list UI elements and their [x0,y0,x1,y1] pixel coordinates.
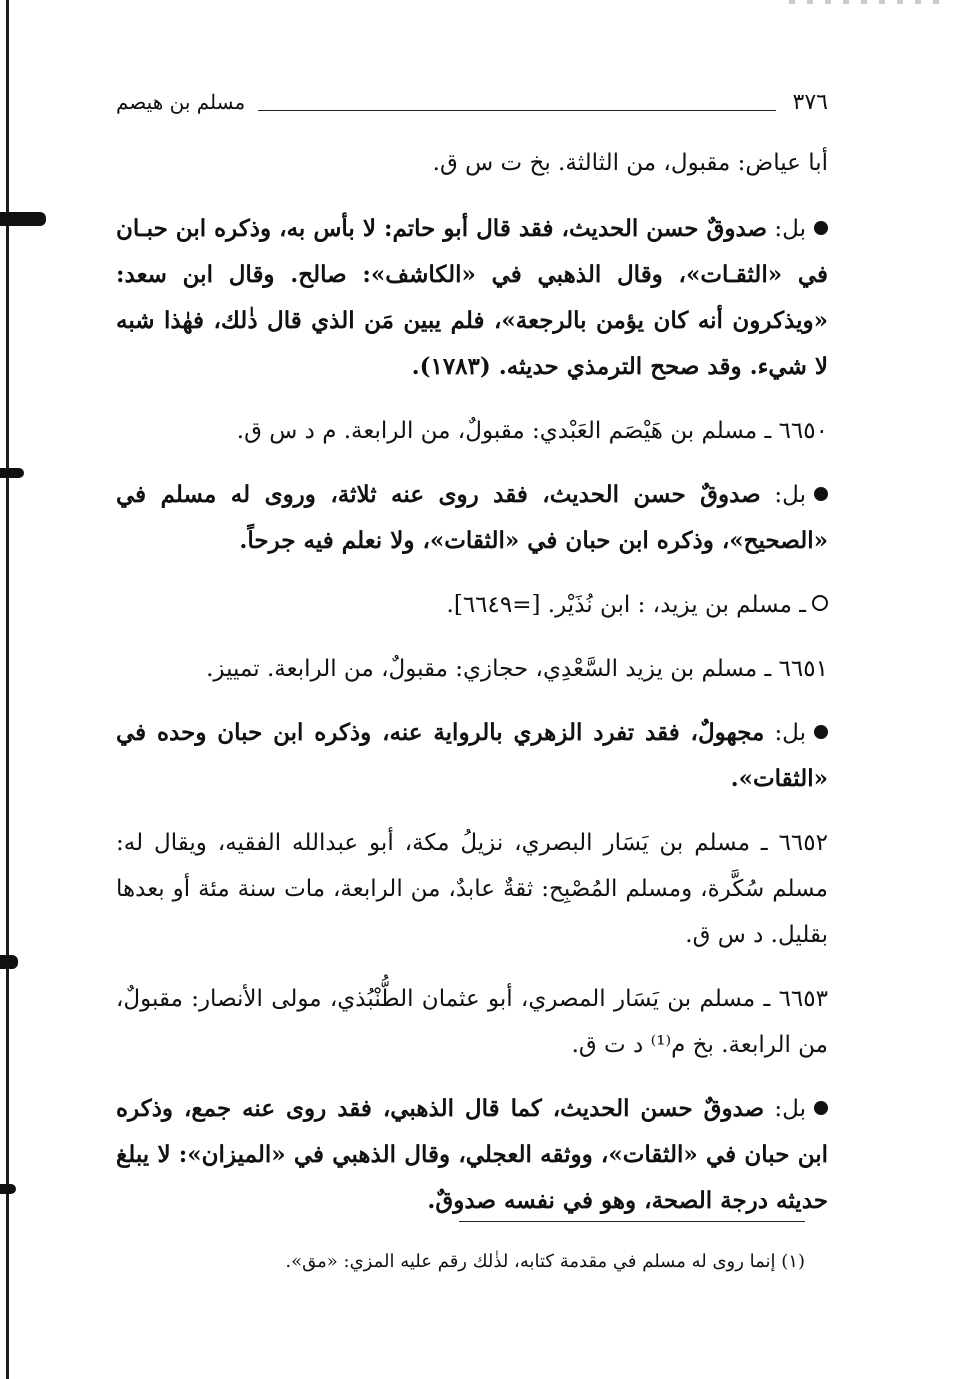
footnote: (١) إنما روى له مسلم في مقدمة كتابه، لذٰلك رقم عليه المزي: «مق». [285,1251,805,1272]
scan-edge-mark [0,955,18,969]
page-header [116,88,828,122]
running-title: مسلم بن هيصم [116,90,246,114]
comment-paragraph [116,472,828,564]
bullet-icon [814,487,828,501]
comment-paragraph [116,1086,828,1224]
circle-icon [812,595,828,611]
scan-edge-mark [0,468,24,478]
comment-text: صدوقٌ حسن الحديث، كما قال الذهبي، فقد روى عنه جمع، وذكره ابن حبان في «الثقات»، ووثقه العجلي، وقال الذهبي في «الميزان»: لا يبلغ حديثه درجة الصحة، وهو في نفسه صدوقٌ. [116,1095,828,1214]
comment-label: بل: [774,482,806,508]
bullet-icon [814,725,828,739]
entry-continuation: أبا عياض: مقبول، من الثالثة. بخ ت س ق. [432,150,828,176]
footnote-rule [459,1221,805,1222]
entry-paragraph: ٦٦٥٠ ـ مسلم بن هَيْصَم العَبْدي: مقبولٌ، من الرابعة. م د س ق. [236,418,828,444]
bullet-icon [814,221,828,235]
comment-paragraph [116,206,828,390]
scan-edge-line [6,0,9,1379]
entry-paragraph: ٦٦٥٢ ـ مسلم بن يَسَار البصري، نزيلُ مكة، أبو عبدالله الفقيه، ويقال له: مسلم سُكَّرة، ومسلم المُصْبِح: ثقةٌ عابدٌ، من الرابعة، مات سنة مئة أو بعدها بقليل. د س ق. [116,830,828,948]
comment-text: صدوقٌ حسن الحديث، فقد قال أبو حاتم: لا بأس به، وذكره ابن حبـان في «الثقـات»، وقال الذهبي في «الكاشف»: صالح. وقال ابن سعد: «ويذكرون أنه كان يؤمن بالرجعة»، فلم يبين مَن الذي قال ذٰلك، فهٰذا شبه لا شيء. وقد صحح الترمذي حديثه. (١٧٨٣). [116,215,828,380]
comment-label: بل: [774,1096,806,1122]
comment-text: مجهولٌ، فقد تفرد الزهري بالرواية عنه، وذكره ابن حبان وحده في «الثقات». [116,719,828,792]
scan-edge-mark [0,1184,16,1194]
page-number: ٣٧٦ [792,90,828,115]
cross-reference-paragraph [116,582,828,628]
cross-reference-text: ـ مسلم بن يزيد، : ابن نُذَيْر. [=٦٦٤٩]. [446,592,806,618]
comment-paragraph [116,710,828,802]
comment-label: بل: [774,720,807,746]
header-rule [258,110,776,111]
scan-dots [789,0,939,4]
main-text [116,140,828,1242]
entry-paragraph: ٦٦٥١ ـ مسلم بن يزيد السَّعْدِي، حجازي: مقبولٌ، من الرابعة. تمييز. [206,656,828,682]
comment-text: صدوقٌ حسن الحديث، فقد روى عنه ثلاثة، وروى له مسلم في «الصحيح»، وذكره ابن حبان في «الثقات»، ولا نعلم فيه جرحاً. [116,481,828,554]
scan-edge-mark [0,212,46,226]
comment-label: بل: [774,216,806,242]
bullet-icon [814,1101,828,1115]
entry-paragraph: ٦٦٥٣ ـ مسلم بن يَسَار المصري، أبو عثمان الطُّنْبُذي، مولى الأنصار: مقبولٌ، من الرابعة. بخ م⁽¹⁾ د ت ق. [116,986,828,1058]
